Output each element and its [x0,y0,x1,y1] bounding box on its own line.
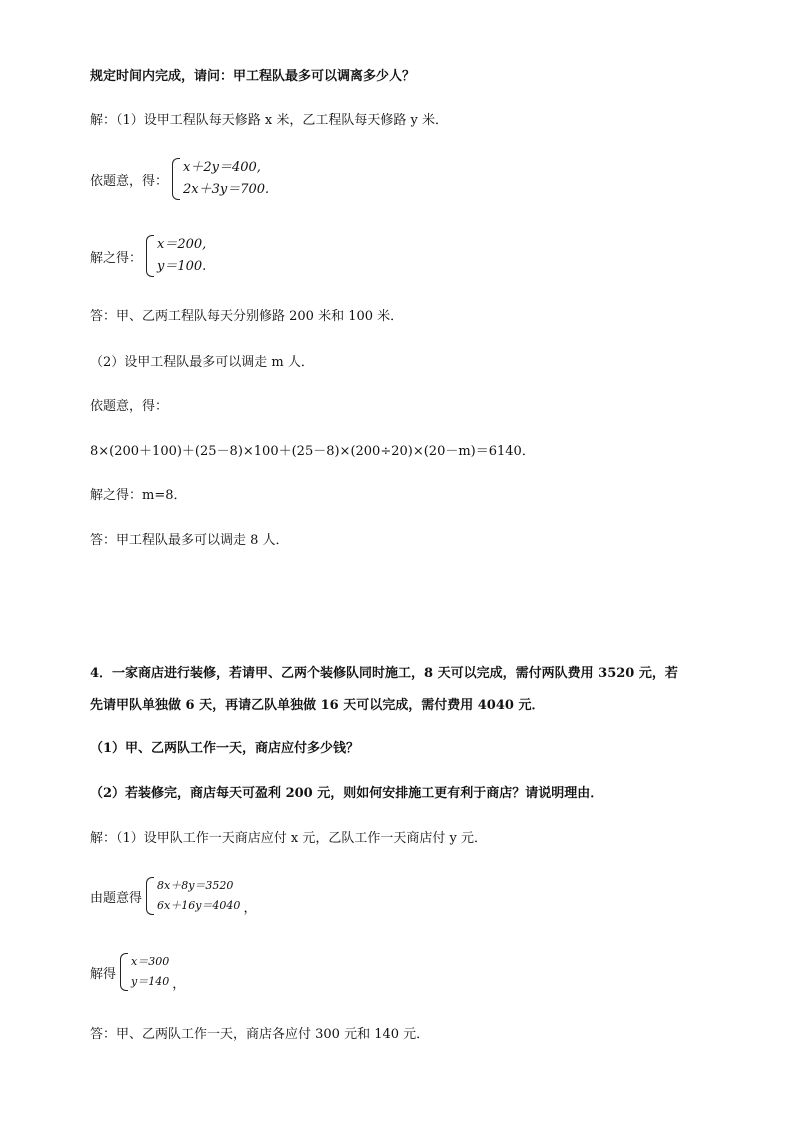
equations [183,157,269,201]
equations [157,234,206,278]
equation-system-4 [90,952,185,992]
answer-1: 答：甲、乙两工程队每天分别修路 200 米和 100 米． [90,309,404,324]
equation-1: 8x＋8y＝3520 [157,879,234,892]
equation-line: 8×(200＋100)＋(25－8)×100＋(25－8)×(200÷20)×(20－m)＝6140． [90,444,535,459]
equation-1: x＋2y＝400, [183,160,261,175]
equation-1: x＝200, [157,237,207,252]
equation-system-2 [90,234,206,278]
setup-text: 依题意，得： [90,399,169,414]
trailing-comma: ， [172,977,186,992]
left-brace-icon [120,953,128,991]
solution-step-2: （2）设甲工程队最多可以调走 m 人． [90,355,314,370]
equation-system-1 [90,157,269,201]
system-label: 依题意，得： [90,173,169,189]
solution-step-1: 解：（1）设甲工程队每天修路 x 米，乙工程队每天修路 y 米． [90,113,448,128]
equation-2: 6x＋16y＝4040 [157,899,241,912]
system-label: 由题意得 [90,890,143,906]
answer-2: 答：甲工程队最多可以调走 8 人． [90,533,289,548]
system-label: 解得 [90,966,117,982]
equation-2: 2x＋3y＝700. [183,182,270,197]
question-4-part-2: （2）若装修完，商店每天可盈利 200 元，则如何安排施工更有利于商店？请说明理由． [90,786,604,801]
left-brace-icon [172,158,180,200]
solution-step-q4: 解：（1）设甲队工作一天商店应付 x 元，乙队工作一天商店付 y 元． [90,831,487,846]
left-brace-icon [146,235,154,277]
equation-2: y＝140 [131,975,170,988]
equation-2: y＝100. [157,259,207,274]
equation-system-3 [90,876,256,916]
solution-result: 解之得：m=8． [90,488,187,503]
system-label: 解之得： [90,250,143,266]
left-brace-icon [146,877,154,915]
problem-continuation: 规定时间内完成，请问：甲工程队最多可以调离多少人？ [90,69,416,84]
answer-q4: 答：甲、乙两队工作一天，商店各应付 300 元和 140 元． [90,1027,430,1042]
trailing-comma: ， [243,901,257,916]
equations [131,952,169,992]
question-4-line-1: 4．一家商店进行装修，若请甲、乙两个装修队同时施工，8 天可以完成，需付两队费用 3520 元，若 [90,666,678,681]
equations [157,876,240,916]
equation-1: x＝300 [131,955,170,968]
question-4-part-1: （1）甲、乙两队工作一天，商店应付多少钱？ [90,741,360,756]
question-4-line-2: 先请甲队单独做 6 天，再请乙队单独做 16 天可以完成，需付费用 4040 元． [90,698,545,713]
